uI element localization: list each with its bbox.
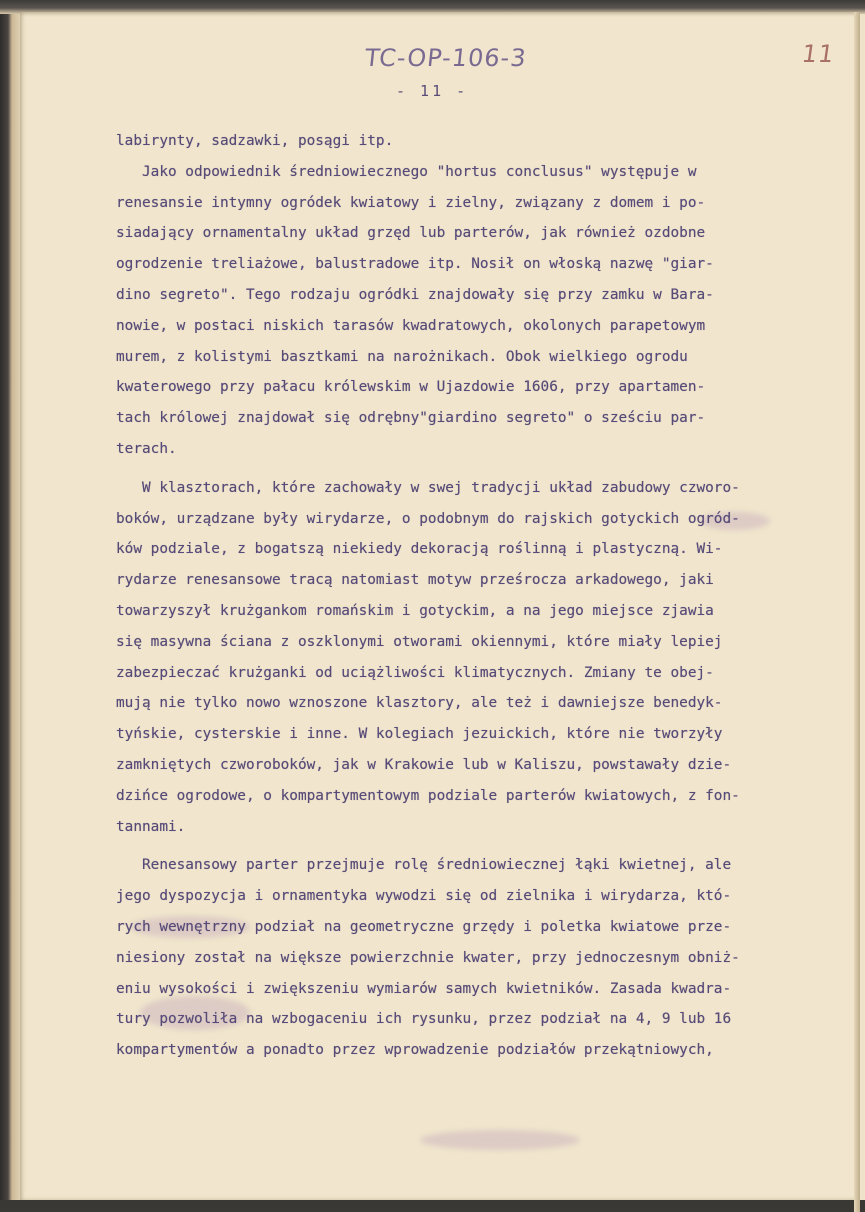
text-line: mują nie tylko nowo wznoszone klasztory, ale też i dawniejsze benedyk- <box>116 695 723 712</box>
text-line: jego dyspozycja i ornamentyka wywodzi się od zielnika i wirydarza, któ- <box>116 888 732 905</box>
text-line: rydarze renesansowe tracą natomiast motyw prześrocza arkadowego, jaki <box>116 572 714 589</box>
text-line: niesiony został na większe powierzchnie kwater, przy jednoczesnym obniż- <box>116 949 740 966</box>
ink-stain <box>420 1130 580 1150</box>
paragraph-3 <box>116 473 836 843</box>
text-line: murem, z kolistymi basztkami na narożnikach. Obok wielkiego ogrodu <box>116 348 688 365</box>
text-line: towarzyszył krużgankom romańskim i gotyckim, a na jego miejsce zjawia <box>116 602 714 619</box>
typewritten-text <box>116 126 836 1066</box>
text-line: Renesansowy parter przejmuje rolę średniowiecznej łąki kwietnej, ale <box>116 857 732 874</box>
text-line: rych wewnętrzny podział na geometryczne grzędy i poletka kwiatowe prze- <box>116 918 732 935</box>
text-line: zabezpieczać krużganki od uciążliwości klimatycznych. Zmiany te obej- <box>116 664 714 681</box>
text-line: boków, urządzane były wirydarze, o podobnym do rajskich gotyckich ogród- <box>116 510 740 527</box>
text-line: kompartymentów a ponadto przez wprowadzenie podziałów przekątniowych, <box>116 1042 714 1059</box>
text-line: się masywna ściana z oszklonymi otworami okiennymi, które miały lepiej <box>116 633 723 650</box>
text-line: siadający ornamentalny układ grzęd lub parterów, jak również ozdobne <box>116 225 706 242</box>
text-line: W klasztorach, które zachowały w swej tradycji układ zabudowy czworo- <box>116 479 740 496</box>
text-line: tach królowej znajdował się odrębny"giardino segreto" o sześciu par- <box>116 410 706 427</box>
folio-number: 11 <box>800 40 837 68</box>
text-line: tury pozwoliła na wzbogaceniu ich rysunku, przez podział na 4, 9 lub 16 <box>116 1011 732 1028</box>
paragraph-2 <box>116 157 836 465</box>
text-line: dzińce ogrodowe, o kompartymentowym podziale parterów kwiatowych, z fon- <box>116 787 740 804</box>
text-line: eniu wysokości i zwiększeniu wymiarów samych kwietników. Zasada kwadra- <box>116 980 732 997</box>
text-line: kwaterowego przy pałacu królewskim w Ujazdowie 1606, przy apartamen- <box>116 379 706 396</box>
paragraph-1 <box>116 126 836 157</box>
text-line: Jako odpowiednik średniowiecznego "hortus conclusus" występuje w <box>116 163 697 180</box>
text-line: zamkniętych czworoboków, jak w Krakowie lub w Kaliszu, powstawały dzie- <box>116 756 732 773</box>
archive-signature: TC-OP-106-3 <box>363 44 529 72</box>
paragraph-4 <box>116 850 836 1066</box>
text-line: labirynty, sadzawki, posągi itp. <box>116 133 394 149</box>
text-line: tannami. <box>116 818 186 835</box>
page-number: - 11 - <box>396 82 469 100</box>
text-line: ogrodzenie treliażowe, balustradowe itp. Nosił on włoską nazwę "giar- <box>116 256 714 273</box>
text-line: ków podziale, z bogatszą niekiedy dekoracją roślinną i plastyczną. Wi- <box>116 541 723 558</box>
page-right-edge <box>854 12 860 1212</box>
text-line: terach. <box>116 440 177 457</box>
text-line: tyńskie, cysterskie i inne. W kolegiach jezuickich, które nie tworzyły <box>116 726 723 743</box>
text-line: renesansie intymny ogródek kwiatowy i zielny, związany z domem i po- <box>116 194 706 211</box>
text-line: dino segreto". Tego rodzaju ogródki znajdowały się przy zamku w Bara- <box>116 286 714 303</box>
text-line: nowie, w postaci niskich tarasów kwadratowych, okolonych parapetowym <box>116 317 706 334</box>
